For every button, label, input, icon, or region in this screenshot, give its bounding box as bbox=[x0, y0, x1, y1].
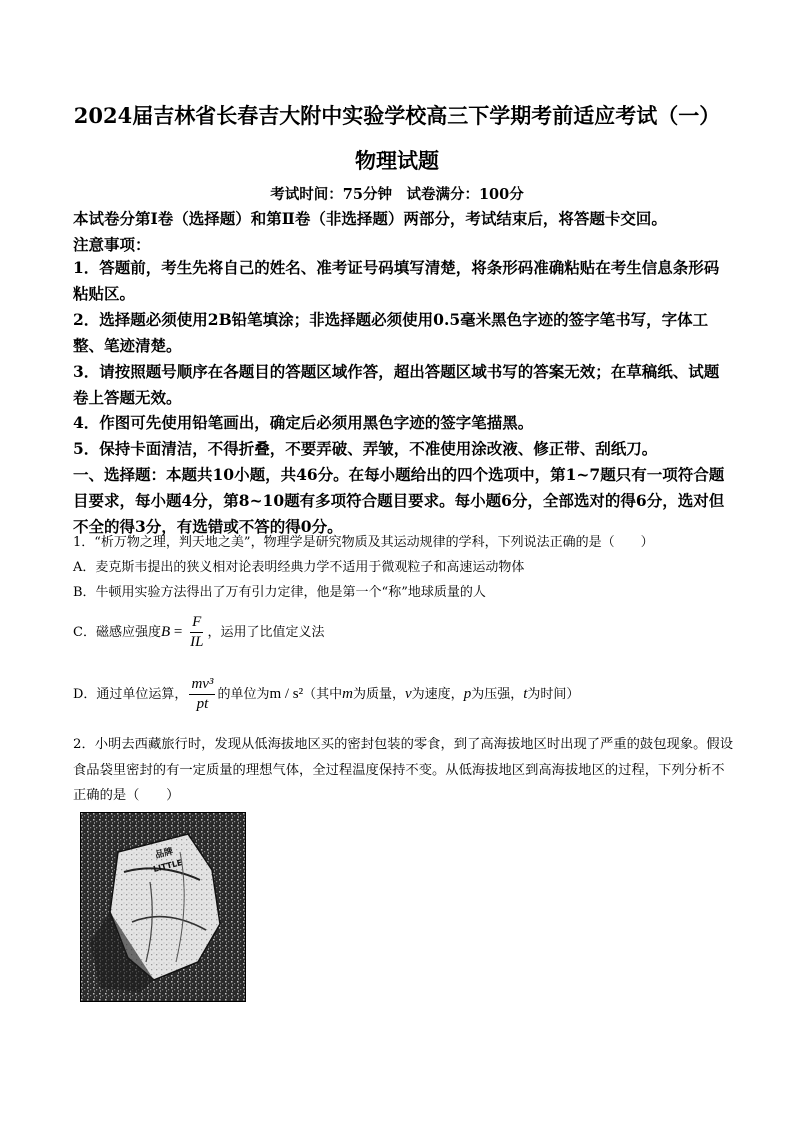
q1-d-prefix: D．通过单位运算， bbox=[73, 687, 188, 702]
q1-d-t2: 为速度， bbox=[411, 687, 464, 702]
q1-option-b: B．牛顿用实验方法得出了万有引力定律，他是第一个“称”地球质量的人 bbox=[73, 585, 486, 600]
q1-c-fraction bbox=[188, 614, 205, 651]
q1-d-post: （其中 bbox=[303, 687, 343, 702]
q1-stem: 1．“析万物之理，判天地之美”，物理学是研究物质及其运动规律的学科，下列说法正确的是（ ） bbox=[73, 535, 654, 550]
intro-text: 本试卷分第Ⅰ卷（选择题）和第Ⅱ卷（非选择题）两部分，考试结束后，将答题卡交回。 bbox=[73, 209, 667, 228]
q1-option-d bbox=[73, 676, 733, 713]
package-text-1: 品牌 bbox=[154, 846, 175, 861]
exam-title: 2024届吉林省长春吉大附中实验学校高三下学期考前适应考试（一） bbox=[73, 103, 721, 128]
q1-d-t4: 为时间） bbox=[527, 687, 580, 702]
q1-d-t1: 为质量， bbox=[352, 687, 405, 702]
section-1-heading: 一、选择题：本题共10小题，共46分。在每小题给出的四个选项中，第1~7题只有一项符合题目要求，每小题4分，第8~10题有多项符合题目要求。每小题6分，全部选对的得6分，选对但不全的得3分，有选错或不答的得0分。 bbox=[73, 465, 725, 536]
q1-d-denominator: pt bbox=[196, 696, 209, 712]
note-1: 1．答题前，考生先将自己的姓名、准考证号码填写清楚，将条形码准确粘贴在考生信息条形码粘贴区。 bbox=[73, 258, 720, 303]
q1-d-fraction bbox=[189, 676, 215, 713]
q1-d-numerator: mv³ bbox=[189, 676, 215, 695]
q2-stem: 2．小明去西藏旅行时，发现从低海拔地区买的密封包装的零食，到了高海拔地区时出现了严重的鼓包现象。假设食品袋里密封的有一定质量的理想气体，全过程温度保持不变。从低海拔地区到高海拔地区的过程，下列分析不正确的是（ ） bbox=[73, 737, 734, 803]
q1-d-unit: m / s² bbox=[269, 686, 304, 702]
package-text-2: LITTLE bbox=[152, 858, 184, 874]
note-5: 5．保持卡面清洁，不得折叠，不要弄破、弄皱，不准使用涂改液、修正带、刮纸刀。 bbox=[73, 439, 658, 458]
q1-c-lhs: B bbox=[160, 624, 171, 640]
exam-info: 考试时间：75分钟 试卷满分：100分 bbox=[270, 186, 524, 203]
q1-d-p: p bbox=[463, 686, 472, 702]
subject-title: 物理试题 bbox=[355, 148, 439, 173]
q1-c-prefix: C．磁感应强度 bbox=[73, 625, 161, 640]
q1-c-suffix: ，运用了比值定义法 bbox=[207, 625, 325, 640]
notes-heading: 注意事项： bbox=[73, 235, 151, 254]
note-3: 3．请按照题号顺序在各题目的答题区域作答，超出答题区域书写的答案无效；在草稿纸、试题卷上答题无效。 bbox=[73, 362, 720, 407]
q1-d-t3: 为压强， bbox=[471, 687, 524, 702]
q1-option-c bbox=[73, 614, 733, 651]
q1-d-v: v bbox=[405, 686, 412, 702]
q1-d-mid: 的单位为 bbox=[217, 687, 270, 702]
q1-d-m: m bbox=[342, 686, 353, 702]
q1-c-denominator: IL bbox=[190, 634, 204, 650]
q1-d-t: t bbox=[523, 686, 528, 702]
q1-c-numerator: F bbox=[190, 614, 203, 633]
snack-bag-photo bbox=[80, 812, 246, 1002]
note-2: 2．选择题必须使用2B铅笔填涂；非选择题必须使用0.5毫米黑色字迹的签字笔书写，字体工整、笔迹清楚。 bbox=[73, 310, 709, 355]
note-4: 4．作图可先使用铅笔画出，确定后必须用黑色字迹的签字笔描黑。 bbox=[73, 413, 534, 432]
q1-option-a: A．麦克斯韦提出的狭义相对论表明经典力学不适用于微观粒子和高速运动物体 bbox=[73, 560, 525, 575]
q1-c-eq: = bbox=[170, 624, 187, 640]
